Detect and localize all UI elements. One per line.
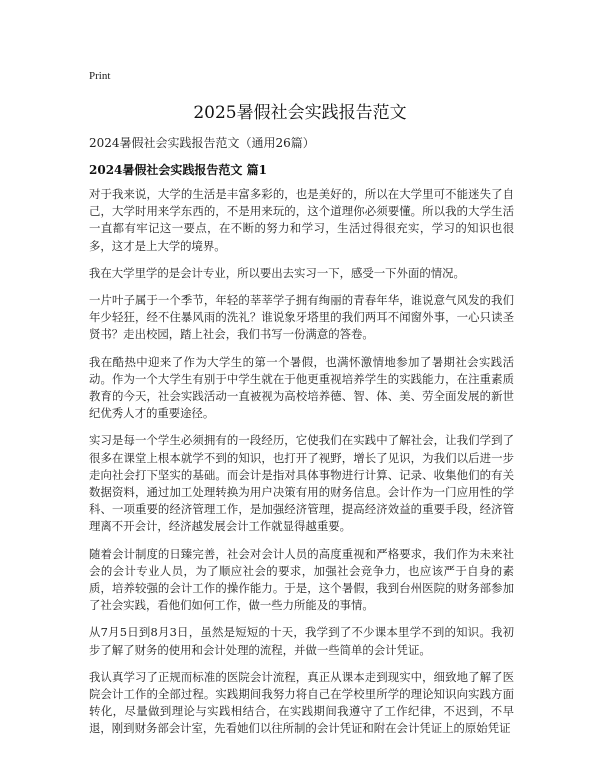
section-heading: 2024暑假社会实践报告范文 篇1	[89, 163, 267, 177]
paragraph: 对于我来说，大学的生活是丰富多彩的，也是美好的，所以在大学里可不能迷失了自己，大学时用来学东西的，不是用来玩的，这个道理你必须要懂。所以我的大学生活一直都有牢记这一要点，在不断的努力和学习，生活过得很充实，学习的知识也很多，这才是上大学的境界。	[89, 187, 514, 253]
paragraph: 我在酷热中迎来了作为大学生的第一个暑假，也满怀激情地参加了暑期社会实践活动。作为一个大学生有别于中学生就在于他更重视培养学生的实践能力，在注重素质教育的今天，社会实践活动一直被视为高校培养德、智、体、美、劳全面发展的新世纪优秀人才的重要途径。	[89, 354, 514, 421]
paragraph: 一片叶子属于一个季节，年轻的莘莘学子拥有绚丽的青春年华，谁说意气风发的我们年少轻狂，经不住暴风雨的洗礼？谁说象牙塔里的我们两耳不闻窗外事，一心只读圣贤书？走出校园，踏上社会，我们书写一份满意的答卷。	[89, 293, 514, 342]
paragraph: 随着会计制度的日臻完善，社会对会计人员的高度重视和严格要求，我们作为未来社会的会计专业人员，为了顺应社会的要求，加强社会竞争力，也应该严于自身的素质，培养较强的会计工作的操作能力。于是，这个暑假，我到台州医院的财务部参加了社会实践，看他们如何工作，做一些力所能及的事情。	[89, 546, 514, 613]
paragraph: 实习是每一个学生必须拥有的一段经历，它使我们在实践中了解社会，让我们学到了很多在课堂上根本就学不到的知识，也打开了视野，增长了见识，为我们以后进一步走向社会打下坚实的基础。而会计是指对具体事物进行计算、记录、收集他们的有关数据资料，通过加工处理转换为用户决策有用的财务信息。会计作为一门应用性的学科、一项重要的经济管理工作，是加强经济管理，提高经济效益的重要手段，经济管理离不开会计，经济越发展会计工作就显得越重要。	[89, 433, 514, 534]
paragraph: 我在大学里学的是会计专业，所以要出去实习一下，感受一下外面的情况。	[89, 265, 465, 280]
paragraph: 从7月5日到8月3日，虽然是短短的十天，我学到了不少课本里学不到的知识。我初步了解了财务的使用和会计处理的流程，并做一些简单的会计凭证。	[89, 625, 514, 657]
paragraph: 我认真学习了正规而标准的医院会计流程，真正从课本走到现实中，细致地了解了医院会计工作的全部过程。实践期间我努力将自己在学校里所学的理论知识向实践方面转化，尽量做到理论与实践相结合，在实践期间我遵守了工作纪律，不迟到，不早退，刚到财务部会计室，先看她们以往所制的会计凭证和附在会计凭证上的原始凭证	[89, 669, 514, 736]
document-title: 2025暑假社会实践报告范文	[193, 103, 407, 123]
article-body	[89, 186, 514, 748]
document-subtitle: 2024暑假社会实践报告范文（通用26篇）	[89, 136, 315, 150]
print-link[interactable]: Print	[89, 70, 111, 82]
